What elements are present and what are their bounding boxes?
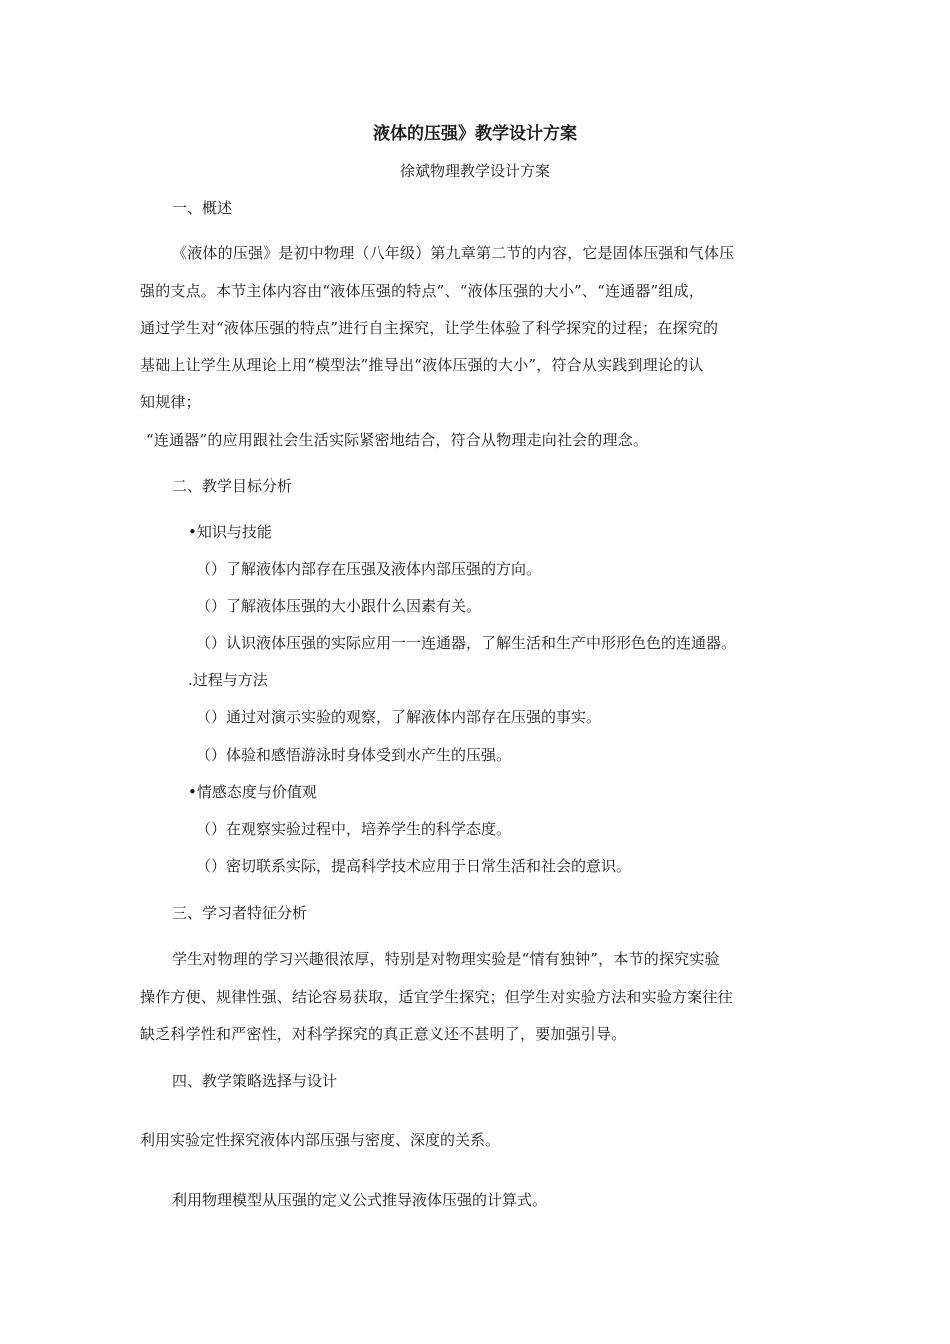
learners-paragraph-line: 操作方便、规律性强、结论容易获取，适宜学生探究；但学生对实验方法和实验方案往往 <box>140 988 733 1006</box>
objective-item: （）了解液体内部存在压强及液体内部压强的方向。 <box>196 560 542 578</box>
document-title: 液体的压强》教学设计方案 <box>373 124 577 144</box>
objective-item: （）体验和感悟游泳时身体受到水产生的压强。 <box>196 746 512 764</box>
overview-paragraph-line: 《液体的压强》是初中物理（八年级）第九章第二节的内容，它是固体压强和气体压 <box>172 244 735 262</box>
objective-item: （）在观察实验过程中，培养学生的科学态度。 <box>196 820 512 838</box>
section-heading-overview: 一、概述 <box>172 199 233 217</box>
learners-paragraph-line: 缺乏科学性和严密性，对科学探究的真正意义还不甚明了，要加强引导。 <box>140 1025 627 1043</box>
learners-paragraph-line: 学生对物理的学习兴趣很浓厚，特别是对物理实验是“情有独钟”，本节的探究实验 <box>172 950 720 968</box>
overview-paragraph-2: “连通器”的应用跟社会生活实际紧密地结合，符合从物理走向社会的理念。 <box>146 431 649 449</box>
objective-item: （）通过对演示实验的观察，了解液体内部存在压强的事实。 <box>196 708 602 726</box>
objective-group-label: .过程与方法 <box>188 671 268 689</box>
overview-paragraph-line: 强的支点。本节主体内容由“液体压强的特点”、“液体压强的大小”、“连通器”组成， <box>140 282 705 300</box>
objective-item: （）密切联系实际，提高科学技术应用于日常生活和社会的意识。 <box>196 857 632 875</box>
objective-item: （）了解液体压强的大小跟什么因素有关。 <box>196 597 482 615</box>
overview-paragraph-line: 知规律； <box>140 393 201 411</box>
overview-paragraph-line: 基础上让学生从理论上用“模型法”推导出“液体压强的大小”，符合从实践到理论的认 <box>140 356 704 374</box>
objective-group-label: •知识与技能 <box>188 523 272 541</box>
overview-paragraph-line: 通过学生对“液体压强的特点”进行自主探究，让学生体验了科学探究的过程；在探究的 <box>140 319 719 337</box>
strategy-line: 利用物理模型从压强的定义公式推导液体压强的计算式。 <box>172 1191 548 1209</box>
section-heading-learners: 三、学习者特征分析 <box>172 904 308 922</box>
section-heading-objectives: 二、教学目标分析 <box>172 477 293 495</box>
objective-item: （）认识液体压强的实际应用一一连通器，了解生活和生产中形形色色的连通器。 <box>196 634 737 652</box>
section-heading-strategy: 四、教学策略选择与设计 <box>172 1072 338 1090</box>
document-subtitle: 徐斌物理教学设计方案 <box>399 162 550 180</box>
strategy-line: 利用实验定性探究液体内部压强与密度、深度的关系。 <box>140 1131 501 1149</box>
objective-group-label: •情感态度与价值观 <box>188 783 317 801</box>
